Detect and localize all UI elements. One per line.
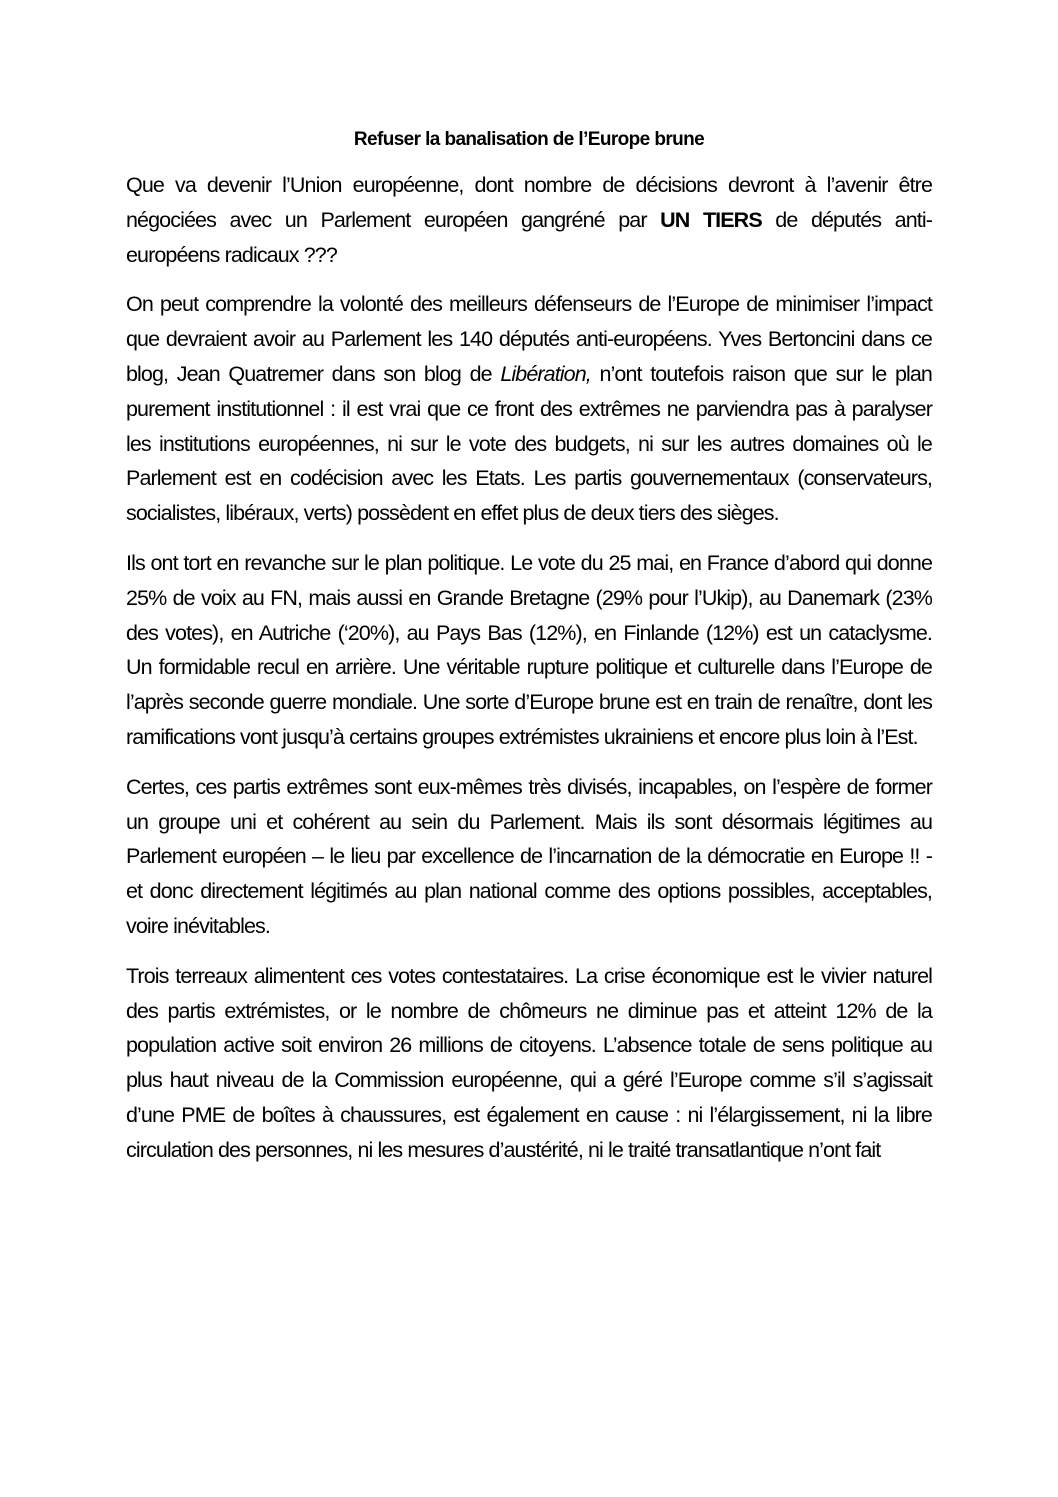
paragraph-1-bold: UN TIERS	[660, 207, 762, 232]
paragraph-1-text: Que va devenir l’Union européenne, dont nombre de décisions devront à l’avenir être négociées avec un Parlement européen gangréné par	[126, 173, 932, 232]
paragraph-2-text-end: n’ont toutefois raison que sur le plan purement institutionnel : il est vrai que ce front des extrêmes ne parviendra pas à paralyser les institutions européennes, ni sur le vote des budgets, ni sur les autres domaines où le Parlement est en codécision avec les Etats. Les partis gouvernementaux (conservateurs, socialistes, libéraux, verts) possèdent en effet plus de deux tiers des sièges.	[126, 361, 932, 526]
paragraph-1-text-end: de députés anti-européens radicaux ???	[126, 207, 933, 267]
paragraph-2	[126, 287, 932, 531]
paragraph-4: Certes, ces partis extrêmes sont eux-mêmes très divisés, incapables, on l’espère de former un groupe uni et cohérent au sein du Parlement. Mais ils sont désormais légitimes au Parlement européen – le lieu par excellence de l’incarnation de la démocratie en Europe !! - et donc directement légitimés au plan national comme des options possibles, acceptables, voire inévitables.	[126, 774, 932, 938]
document-title: Refuser la banalisation de l’Europe brune	[353, 129, 705, 150]
document-page	[126, 126, 932, 1183]
paragraph-2-text: On peut comprendre la volonté des meilleurs défenseurs de l’Europe de minimiser l’impact que devraient avoir au Parlement les 140 députés anti-européens. Yves Bertoncini dans ce blog, Jean Quatremer dans son blog de	[126, 292, 932, 386]
paragraph-3: Ils ont tort en revanche sur le plan politique. Le vote du 25 mai, en France d’abord qui donne 25% de voix au FN, mais aussi en Grande Bretagne (29% pour l’Ukip), au Danemark (23% des votes), en Autriche (‘20%), au Pays Bas (12%), en Finlande (12%) est un cataclysme. Un formidable recul en arrière. Une véritable rupture politique et culturelle dans l’Europe de l’après seconde guerre mondiale. Une sorte d’Europe brune est en train de renaître, dont les ramifications vont jusqu’à certains groupes extrémistes ukrainiens et encore plus loin à l’Est.	[126, 550, 932, 749]
paragraph-2-italic: Libération,	[500, 361, 591, 386]
paragraph-5: Trois terreaux alimentent ces votes contestataires. La crise économique est le vivier naturel des partis extrémistes, or le nombre de chômeurs ne diminue pas et atteint 12% de la population active soit environ 26 millions de citoyens. L’absence totale de sens politique au plus haut niveau de la Commission européenne, qui a géré l’Europe comme s’il s’agissait d’une PME de boîtes à chaussures, est également en cause : ni l’élargissement, ni la libre circulation des personnes, ni les mesures d’austérité, ni le traité transatlantique n’ont fait	[126, 963, 932, 1162]
paragraph-1	[126, 168, 932, 272]
